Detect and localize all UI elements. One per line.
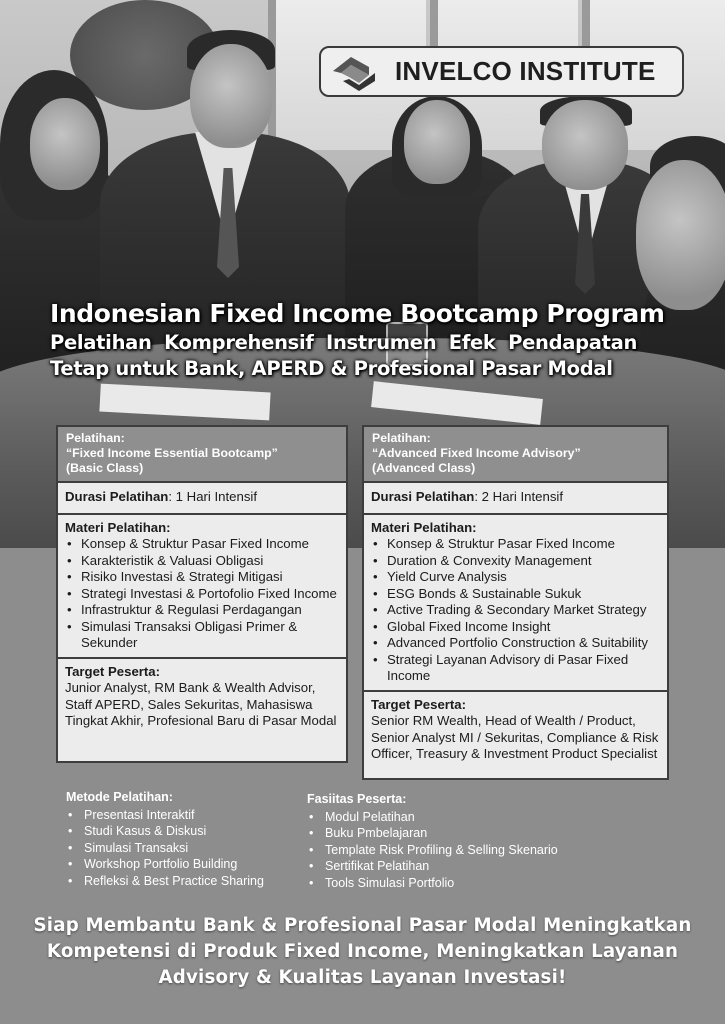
face-shape: [190, 44, 272, 148]
materi-label: Materi Pelatihan:: [65, 519, 171, 535]
target-label: Target Peserta:: [65, 663, 161, 679]
list-item: • Konsep & Struktur Pasar Fixed Income: [65, 536, 339, 553]
list-item: • Simulasi Transaksi: [66, 840, 306, 857]
list-item: • Modul Pelatihan: [307, 809, 627, 826]
list-item: • Simulasi Transaksi Obligasi Primer & Sekunder: [65, 619, 339, 652]
list-item: • Konsep & Struktur Pasar Fixed Income: [371, 536, 660, 553]
program-class: (Basic Class): [66, 461, 144, 475]
program-target: [364, 692, 667, 766]
list-item: • Strategi Investasi & Portofolio Fixed Income: [65, 586, 339, 603]
list-item: • Buku Pmbelajaran: [307, 825, 627, 842]
page-title: Indonesian Fixed Income Bootcamp Program: [50, 299, 665, 328]
face-shape: [636, 160, 725, 310]
closing-line: Siap Membantu Bank & Profesional Pasar Modal Meningkatkan: [33, 915, 692, 936]
list-item: • Template Risk Profiling & Selling Skenario: [307, 842, 627, 859]
target-text: Senior RM Wealth, Head of Wealth / Product, Senior Analyst MI / Sekuritas, Compliance & Risk Officer, Treasury & Investment Product Specialist: [371, 713, 659, 761]
closing-line: Kompetensi di Produk Fixed Income, Meningkatkan Layanan: [46, 941, 679, 962]
program-header: [364, 427, 667, 483]
list-item: • Tools Simulasi Portfolio: [307, 875, 627, 892]
list-item: • Infrastruktur & Regulasi Perdagangan: [65, 602, 339, 619]
fasilitas-list: [307, 809, 627, 892]
brand-logo: [319, 46, 684, 97]
page-subtitle-line2: Tetap untuk Bank, APERD & Profesional Pasar Modal: [50, 357, 613, 380]
metode-section: [66, 789, 306, 889]
list-item: • Sertifikat Pelatihan: [307, 858, 627, 875]
list-item: • Active Trading & Secondary Market Strategy: [371, 602, 660, 619]
headline-block: [50, 298, 710, 382]
program-target: [58, 659, 346, 733]
materi-list: [371, 536, 660, 685]
list-item: • Yield Curve Analysis: [371, 569, 660, 586]
materi-label: Materi Pelatihan:: [371, 519, 477, 535]
page-subtitle-line1: Pelatihan Komprehensif Instrumen Efek Pendapatan: [50, 331, 638, 354]
invelco-mark-icon: [329, 53, 389, 91]
fasilitas-section: [307, 791, 627, 891]
list-item: • ESG Bonds & Sustainable Sukuk: [371, 586, 660, 603]
program-name: “Fixed Income Essential Bootcamp”: [66, 446, 278, 460]
metode-list: [66, 807, 306, 890]
program-header: [58, 427, 346, 483]
duration-value: : 2 Hari Intensif: [474, 489, 564, 504]
program-card-advanced: [362, 425, 669, 780]
materi-list: [65, 536, 339, 652]
program-class: (Advanced Class): [372, 461, 476, 475]
program-duration: [364, 483, 667, 515]
face-shape: [404, 100, 470, 184]
duration-label: Durasi Pelatihan: [65, 489, 169, 504]
closing-line: Advisory & Kualitas Layanan Investasi!: [158, 967, 567, 988]
metode-title: Metode Pelatihan:: [66, 790, 173, 804]
face-shape: [30, 98, 100, 190]
list-item: • Advanced Portfolio Construction & Suitability: [371, 635, 660, 652]
list-item: • Risiko Investasi & Strategi Mitigasi: [65, 569, 339, 586]
list-item: • Strategi Layanan Advisory di Pasar Fixed Income: [371, 652, 660, 685]
list-item: • Refleksi & Best Practice Sharing: [66, 873, 306, 890]
duration-value: : 1 Hari Intensif: [168, 489, 258, 504]
program-header-label: Pelatihan:: [66, 431, 125, 445]
brand-name: INVELCO INSTITUTE: [395, 56, 656, 86]
program-materi: [58, 515, 346, 659]
list-item: • Presentasi Interaktif: [66, 807, 306, 824]
program-name: “Advanced Fixed Income Advisory”: [372, 446, 581, 460]
fasilitas-title: Fasiitas Peserta:: [307, 792, 407, 806]
list-item: • Karakteristik & Valuasi Obligasi: [65, 553, 339, 570]
list-item: • Global Fixed Income Insight: [371, 619, 660, 636]
program-card-basic: [56, 425, 348, 763]
closing-statement: [0, 913, 725, 991]
program-header-label: Pelatihan:: [372, 431, 431, 445]
target-text: Junior Analyst, RM Bank & Wealth Advisor, Staff APERD, Sales Sekuritas, Mahasiswa Tingkat Akhir, Profesional Baru di Pasar Modal: [65, 680, 337, 728]
duration-label: Durasi Pelatihan: [371, 489, 475, 504]
list-item: • Duration & Convexity Management: [371, 553, 660, 570]
list-item: • Studi Kasus & Diskusi: [66, 823, 306, 840]
face-shape: [542, 100, 628, 190]
program-duration: [58, 483, 346, 515]
list-item: • Workshop Portfolio Building: [66, 856, 306, 873]
target-label: Target Peserta:: [371, 696, 467, 712]
program-materi: [364, 515, 667, 692]
